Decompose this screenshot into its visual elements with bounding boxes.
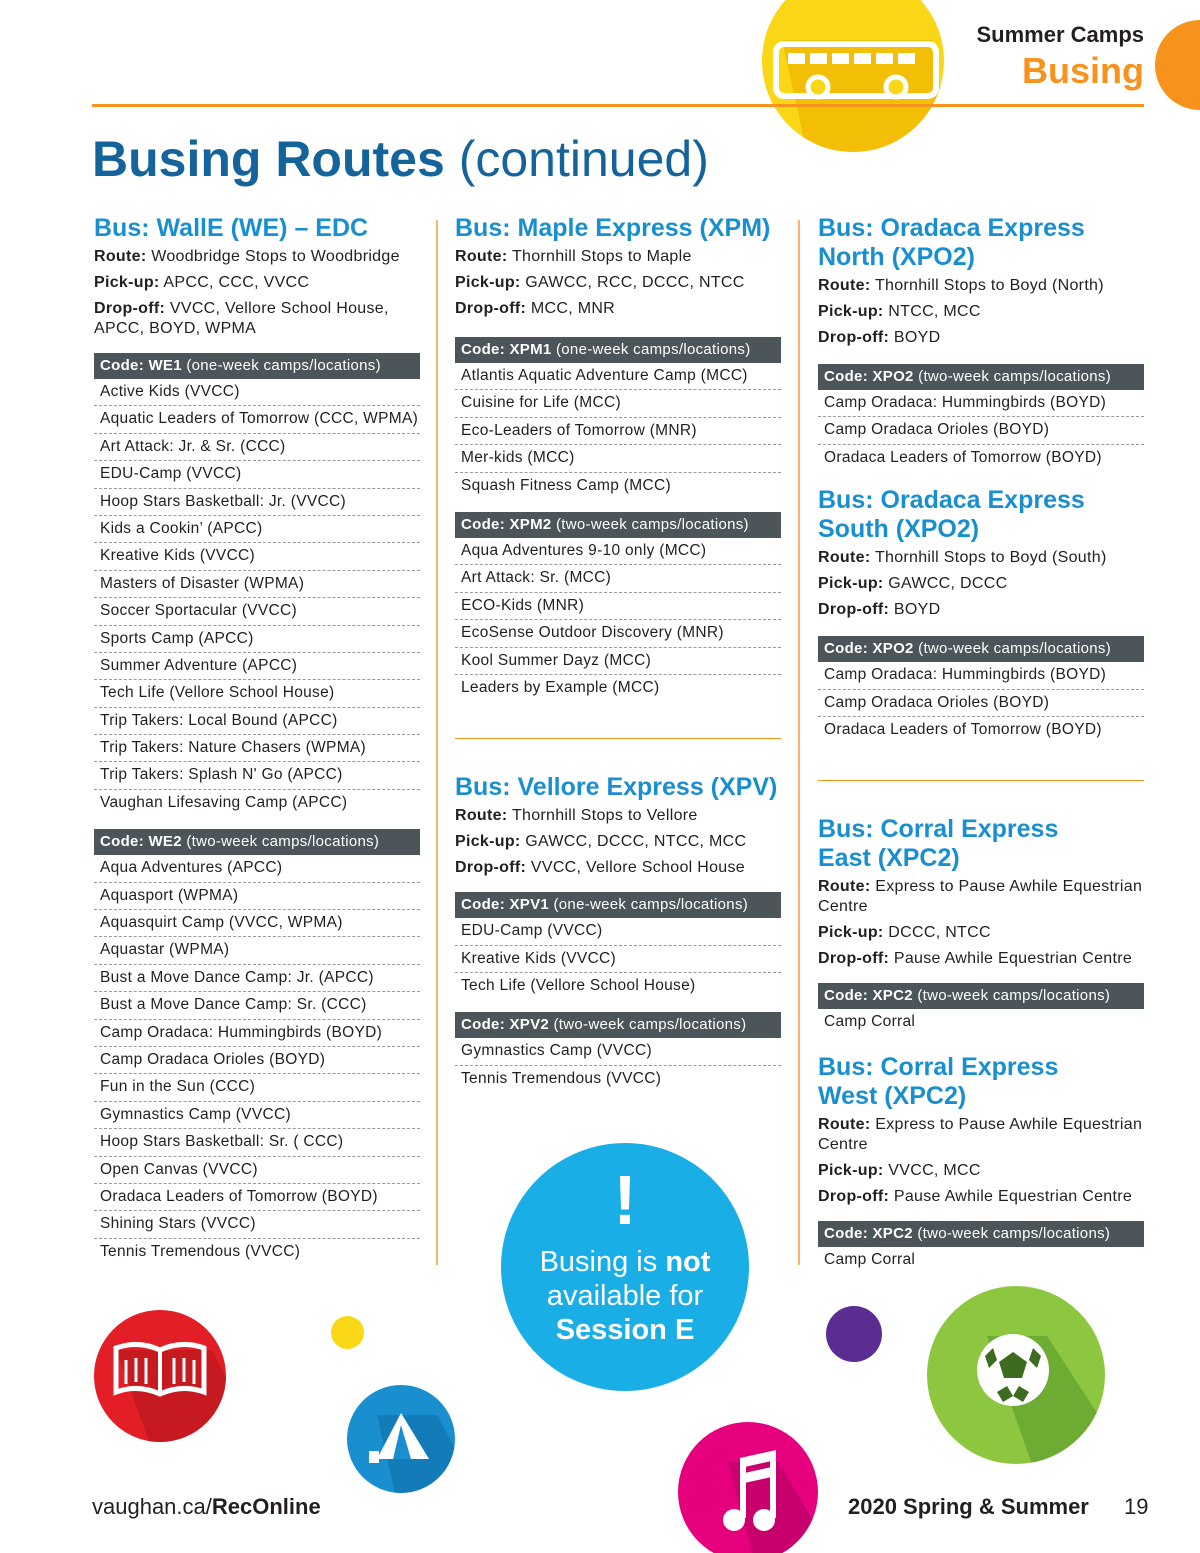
section-rule [455, 738, 781, 739]
route-info: Route: Woodbridge Stops to Woodbridge [94, 248, 400, 265]
list-item: EDU-Camp (VVCC) [94, 461, 420, 488]
dropoff-info: Drop-off: Pause Awhile Equestrian Centre [818, 1187, 1133, 1205]
list-item: Bust a Move Dance Camp: Sr. (CCC) [94, 992, 420, 1019]
list-item: Aqua Adventures 9-10 only (MCC) [455, 538, 781, 565]
pickup-info: Pick-up: GAWCC, RCC, DCCC, NTCC [455, 274, 745, 291]
list-item: Active Kids (VVCC) [94, 379, 420, 406]
camp-list-xpv1 [455, 918, 781, 1000]
list-item: Tennis Tremendous (VVCC) [461, 1069, 662, 1087]
list-item: Kool Summer Dayz (MCC) [455, 648, 781, 675]
bus-icon [762, 0, 944, 152]
code-bar-xpc2-west: Code: XPC2 (two-week camps/locations) [818, 1221, 1144, 1247]
session-e-notice [501, 1143, 749, 1391]
section-title: Busing [1022, 50, 1144, 91]
code-bar-xpc2-east: Code: XPC2 (two-week camps/locations) [818, 983, 1144, 1009]
list-item: Mer-kids (MCC) [455, 445, 781, 472]
dropoff-info: Drop-off: VVCC, Vellore School House [455, 859, 746, 877]
route-info: Route: Thornhill Stops to Maple [455, 248, 692, 265]
list-item: Tech Life (Vellore School House) [461, 977, 696, 995]
list-item: Soccer Sportacular (VVCC) [94, 598, 420, 625]
code-bar-xpv1: Code: XPV1 (one-week camps/locations) [455, 892, 781, 918]
bus-title-xpv: Bus: Vellore Express (XPV) [455, 773, 778, 802]
decorative-purple-dot [826, 1306, 882, 1362]
camp-list-we2 [94, 855, 420, 1266]
list-item: Atlantis Aquatic Adventure Camp (MCC) [455, 363, 781, 390]
list-item: Vaughan Lifesaving Camp (APCC) [100, 793, 348, 811]
dropoff-info: Drop-off: BOYD [818, 329, 941, 346]
list-item: Sports Camp (APCC) [94, 626, 420, 653]
camp-list-we1 [94, 379, 420, 817]
pickup-info: Pick-up: VVCC, MCC [818, 1161, 981, 1179]
list-item: Bust a Move Dance Camp: Jr. (APCC) [94, 965, 420, 992]
list-item: Leaders by Example (MCC) [461, 678, 660, 696]
list-item: Eco-Leaders of Tomorrow (MNR) [455, 418, 781, 445]
tent-icon [347, 1385, 455, 1493]
pickup-info: Pick-up: GAWCC, DCCC [818, 575, 1008, 593]
list-item: Oradaca Leaders of Tomorrow (BOYD) [824, 448, 1102, 466]
exclamation-icon: ! [613, 1161, 637, 1239]
list-item: Masters of Disaster (WPMA) [94, 571, 420, 598]
list-item: Oradaca Leaders of Tomorrow (BOYD) [824, 720, 1102, 738]
list-item: Camp Corral [824, 1250, 916, 1268]
page-number: 19 [1124, 1494, 1149, 1519]
camp-list-xpo2-south [818, 662, 1144, 744]
list-item: EcoSense Outdoor Discovery (MNR) [455, 620, 781, 647]
footer-url[interactable]: vaughan.ca/RecOnline [92, 1494, 321, 1519]
camp-list-xpc2-west [818, 1247, 1144, 1274]
route-info: Route: Express to Pause Awhile Equestrian Centre [818, 1115, 1143, 1153]
column-2 [455, 214, 781, 1093]
page-title-bold: Busing Routes [92, 131, 445, 187]
header-rule [92, 104, 1144, 107]
page-title-light: (continued) [458, 131, 709, 187]
list-item: Kreative Kids (VVCC) [455, 946, 781, 973]
section-label: Summer Camps [976, 22, 1144, 47]
list-item: Cuisine for Life (MCC) [455, 390, 781, 417]
music-note-icon [678, 1422, 818, 1553]
dropoff-info: Drop-off: Pause Awhile Equestrian Centre [818, 950, 1133, 968]
list-item: Aquastar (WPMA) [94, 937, 420, 964]
soccer-ball-icon [927, 1286, 1105, 1464]
list-item: Aquasquirt Camp (VVCC, WPMA) [94, 910, 420, 937]
list-item: Camp Corral [824, 1013, 916, 1031]
code-bar-xpo2-south: Code: XPO2 (two-week camps/locations) [818, 636, 1144, 662]
list-item: Tennis Tremendous (VVCC) [100, 1242, 301, 1260]
list-item: Camp Oradaca: Hummingbirds (BOYD) [818, 662, 1144, 689]
camp-list-xpo2-north [818, 390, 1144, 472]
pickup-info: Pick-up: APCC, CCC, VVCC [94, 274, 310, 291]
code-bar-we2: Code: WE2 (two-week camps/locations) [94, 829, 420, 855]
list-item: Trip Takers: Local Bound (APCC) [94, 708, 420, 735]
route-info: Route: Thornhill Stops to Boyd (North) [818, 277, 1104, 294]
list-item: Fun in the Sun (CCC) [94, 1074, 420, 1101]
list-item: Summer Adventure (APCC) [94, 653, 420, 680]
column-1 [94, 214, 420, 1266]
pickup-info: Pick-up: DCCC, NTCC [818, 924, 991, 942]
list-item: Gymnastics Camp (VVCC) [94, 1102, 420, 1129]
pickup-info: Pick-up: GAWCC, DCCC, NTCC, MCC [455, 833, 747, 851]
bus-title-xpo2-south: Bus: Oradaca Express South (XPO2) [818, 486, 1085, 544]
page-title [92, 130, 709, 188]
pickup-info: Pick-up: NTCC, MCC [818, 303, 981, 320]
list-item: Kids a Cookin’ (APCC) [94, 516, 420, 543]
list-item: Art Attack: Sr. (MCC) [455, 565, 781, 592]
bus-title-xpc2-east: Bus: Corral Express East (XPC2) [818, 815, 1059, 873]
list-item: Tech Life (Vellore School House) [94, 680, 420, 707]
bus-badge [762, 0, 944, 152]
dropoff-info: Drop-off: BOYD [818, 601, 941, 619]
section-rule [818, 780, 1144, 781]
list-item: Kreative Kids (VVCC) [94, 543, 420, 570]
list-item: Aquatic Leaders of Tomorrow (CCC, WPMA) [94, 406, 420, 433]
list-item: Oradaca Leaders of Tomorrow (BOYD) [94, 1184, 420, 1211]
book-icon [94, 1310, 226, 1442]
list-item: Trip Takers: Splash N' Go (APCC) [94, 762, 420, 789]
code-bar-we1: Code: WE1 (one-week camps/locations) [94, 353, 420, 379]
list-item: Hoop Stars Basketball: Sr. ( CCC) [94, 1129, 420, 1156]
bus-title-xpo2-north: Bus: Oradaca Express North (XPO2) [818, 214, 1085, 271]
list-item: EDU-Camp (VVCC) [455, 918, 781, 945]
camp-list-xpv2 [455, 1038, 781, 1093]
list-item: Shining Stars (VVCC) [94, 1211, 420, 1238]
dropoff-info: Drop-off: VVCC, Vellore School House, APCC, BOYD, WPMA [94, 300, 389, 337]
route-info: Route: Express to Pause Awhile Equestrian Centre [818, 878, 1143, 916]
dropoff-info: Drop-off: MCC, MNR [455, 300, 616, 317]
column-3 [818, 214, 1144, 1274]
list-item: ECO-Kids (MNR) [455, 593, 781, 620]
bus-title-xpm: Bus: Maple Express (XPM) [455, 214, 771, 242]
code-bar-xpo2-north: Code: XPO2 (two-week camps/locations) [818, 364, 1144, 390]
code-bar-xpv2: Code: XPV2 (two-week camps/locations) [455, 1012, 781, 1038]
notice-text: Busing is not available for Session E [539, 1246, 711, 1346]
camp-list-xpm1 [455, 363, 781, 500]
bus-title-xpc2-west: Bus: Corral Express West (XPC2) [818, 1052, 1059, 1110]
route-info: Route: Thornhill Stops to Boyd (South) [818, 549, 1107, 567]
column-divider [436, 220, 438, 1265]
list-item: Squash Fitness Camp (MCC) [461, 476, 671, 494]
camp-list-xpc2-east [818, 1009, 1144, 1036]
list-item: Camp Oradaca Orioles (BOYD) [818, 690, 1144, 717]
code-bar-xpm1: Code: XPM1 (one-week camps/locations) [455, 337, 781, 363]
camp-list-xpm2 [455, 538, 781, 702]
list-item: Art Attack: Jr. & Sr. (CCC) [94, 434, 420, 461]
code-bar-xpm2: Code: XPM2 (two-week camps/locations) [455, 512, 781, 538]
list-item: Camp Oradaca Orioles (BOYD) [818, 417, 1144, 444]
list-item: Open Canvas (VVCC) [94, 1157, 420, 1184]
list-item: Hoop Stars Basketball: Jr. (VVCC) [94, 489, 420, 516]
list-item: Camp Oradaca Orioles (BOYD) [94, 1047, 420, 1074]
list-item: Trip Takers: Nature Chasers (WPMA) [94, 735, 420, 762]
column-divider [798, 220, 800, 1265]
bus-title-we: Bus: WallE (WE) – EDC [94, 214, 369, 242]
route-info: Route: Thornhill Stops to Vellore [455, 807, 698, 825]
list-item: Aquasport (WPMA) [94, 883, 420, 910]
list-item: Gymnastics Camp (VVCC) [455, 1038, 781, 1065]
list-item: Aqua Adventures (APCC) [94, 855, 420, 882]
decorative-yellow-dot [331, 1316, 364, 1349]
list-item: Camp Oradaca: Hummingbirds (BOYD) [818, 390, 1144, 417]
decorative-orange-circle [1155, 20, 1200, 110]
footer-edition: 2020 Spring & Summer [848, 1494, 1089, 1519]
list-item: Camp Oradaca: Hummingbirds (BOYD) [94, 1020, 420, 1047]
